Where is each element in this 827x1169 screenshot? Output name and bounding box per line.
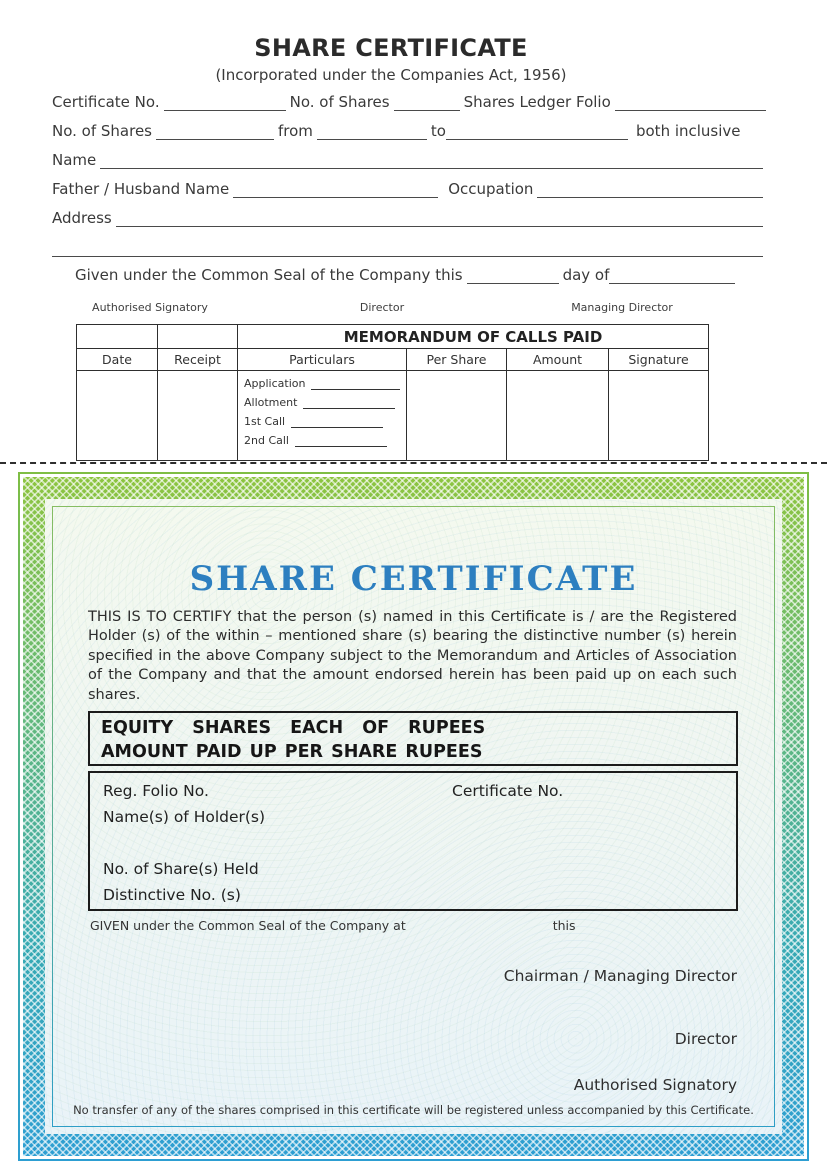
address-label: Address	[52, 209, 112, 227]
no-of-shares2-label: No. of Shares	[52, 122, 152, 140]
particulars-application	[244, 376, 400, 390]
memo-empty-cell	[77, 325, 158, 349]
shares-ledger-folio-blank	[615, 95, 766, 111]
col-header-particulars: Particulars	[238, 349, 407, 371]
equity-line1: EQUITY SHARES EACH OF RUPEES	[101, 718, 486, 738]
occupation-label: Occupation	[448, 180, 534, 198]
col-header-receipt: Receipt	[158, 349, 238, 371]
equity-shares-box	[88, 711, 738, 766]
first-call-label: 1st Call	[244, 415, 286, 428]
counterfoil-managing-director-label: Managing Director	[571, 301, 673, 314]
counterfoil-subtitle: (Incorporated under the Companies Act, 1956)	[215, 66, 567, 84]
certificate-title: SHARE CERTIFICATE	[189, 559, 638, 599]
signature-cell	[609, 371, 709, 461]
given-this-label: this	[552, 918, 576, 933]
particulars-first-call	[244, 414, 400, 428]
particulars-cell	[238, 371, 407, 461]
form-row-name	[52, 150, 763, 169]
seal-month-blank	[609, 268, 735, 284]
memo-title-row	[77, 325, 709, 349]
no-of-shares2-blank	[156, 124, 274, 140]
col-header-per-share: Per Share	[407, 349, 507, 371]
col-header-date: Date	[77, 349, 158, 371]
per-share-cell	[407, 371, 507, 461]
transfer-footnote: No transfer of any of the shares comprised in this certificate will be registered unless accompanied by this Certificate.	[73, 1103, 754, 1117]
counterfoil-title: SHARE CERTIFICATE	[254, 34, 528, 62]
authorised-signatory-label: Authorised Signatory	[573, 1076, 737, 1094]
memo-empty-cell	[158, 325, 238, 349]
application-label: Application	[244, 377, 306, 390]
receipt-cell	[158, 371, 238, 461]
certificate-paper	[45, 499, 782, 1134]
second-call-blank	[295, 435, 387, 447]
memo-table-title: MEMORANDUM OF CALLS PAID	[238, 325, 709, 349]
form-row-seal	[75, 265, 735, 284]
address-blank	[116, 211, 763, 227]
given-prefix-label: GIVEN under the Common Seal of the Company at	[90, 918, 406, 933]
shares-held-label: No. of Share(s) Held	[103, 860, 259, 878]
memorandum-of-calls-table	[76, 324, 709, 461]
given-under-seal-line	[90, 918, 576, 933]
counterfoil-authorised-signatory-label: Authorised Signatory	[92, 301, 208, 314]
application-blank	[311, 378, 400, 390]
amount-cell	[507, 371, 609, 461]
particulars-second-call	[244, 433, 400, 447]
seal-day-blank	[467, 268, 559, 284]
seal-prefix-label: Given under the Common Seal of the Company this	[75, 266, 463, 284]
first-call-blank	[291, 416, 383, 428]
holders-name-label: Name(s) of Holder(s)	[103, 808, 266, 826]
form-row-father-occupation	[52, 179, 763, 198]
equity-line2: AMOUNT PAID UP PER SHARE RUPEES	[101, 742, 483, 762]
certificate-no-label: Certificate No.	[52, 93, 160, 111]
certificate-no-blank	[164, 95, 286, 111]
occupation-blank	[537, 182, 763, 198]
col-header-amount: Amount	[507, 349, 609, 371]
address-continuation-blank	[52, 256, 763, 257]
certificate-no-label: Certificate No.	[452, 782, 564, 800]
second-call-label: 2nd Call	[244, 434, 289, 447]
share-certificate-card	[18, 472, 809, 1161]
date-cell	[77, 371, 158, 461]
father-husband-label: Father / Husband Name	[52, 180, 230, 198]
day-of-label: day of	[562, 266, 610, 284]
allotment-blank	[303, 397, 395, 409]
guilloche-border-band	[23, 477, 804, 1156]
memo-body-row	[77, 371, 709, 461]
both-inclusive-label: both inclusive	[635, 122, 741, 140]
no-of-shares-blank	[394, 95, 460, 111]
allotment-label: Allotment	[244, 396, 298, 409]
counterfoil-director-label: Director	[359, 301, 405, 314]
tear-off-dashed-line	[0, 462, 827, 464]
holder-details-box	[88, 771, 738, 911]
name-blank	[100, 153, 763, 169]
director-label: Director	[674, 1030, 737, 1048]
father-husband-blank	[233, 182, 438, 198]
reg-folio-label: Reg. Folio No.	[103, 782, 209, 800]
to-blank	[446, 124, 628, 140]
no-of-shares-label: No. of Shares	[289, 93, 390, 111]
from-blank	[317, 124, 427, 140]
chairman-managing-director-label: Chairman / Managing Director	[503, 967, 737, 985]
name-label: Name	[52, 151, 97, 169]
particulars-allotment	[244, 395, 400, 409]
distinctive-no-label: Distinctive No. (s)	[103, 886, 241, 904]
form-row-address	[52, 208, 763, 227]
form-row-share-range	[52, 121, 770, 140]
memo-header-row	[77, 349, 709, 371]
form-row-certificate-no	[52, 92, 770, 111]
col-header-signature: Signature	[609, 349, 709, 371]
to-label: to	[430, 122, 446, 140]
certify-paragraph: THIS IS TO CERTIFY that the person (s) named in this Certificate is / are the Registered Holder (s) of the within – mentioned share (s) bearing the distinctive number (s) herein specified in the above Company subject to the Memorandum and Articles of Association of the Company and that the amount endorsed herein has been paid up on each such shares.	[88, 609, 737, 703]
from-label: from	[278, 122, 313, 140]
shares-ledger-folio-label: Shares Ledger Folio	[463, 93, 611, 111]
